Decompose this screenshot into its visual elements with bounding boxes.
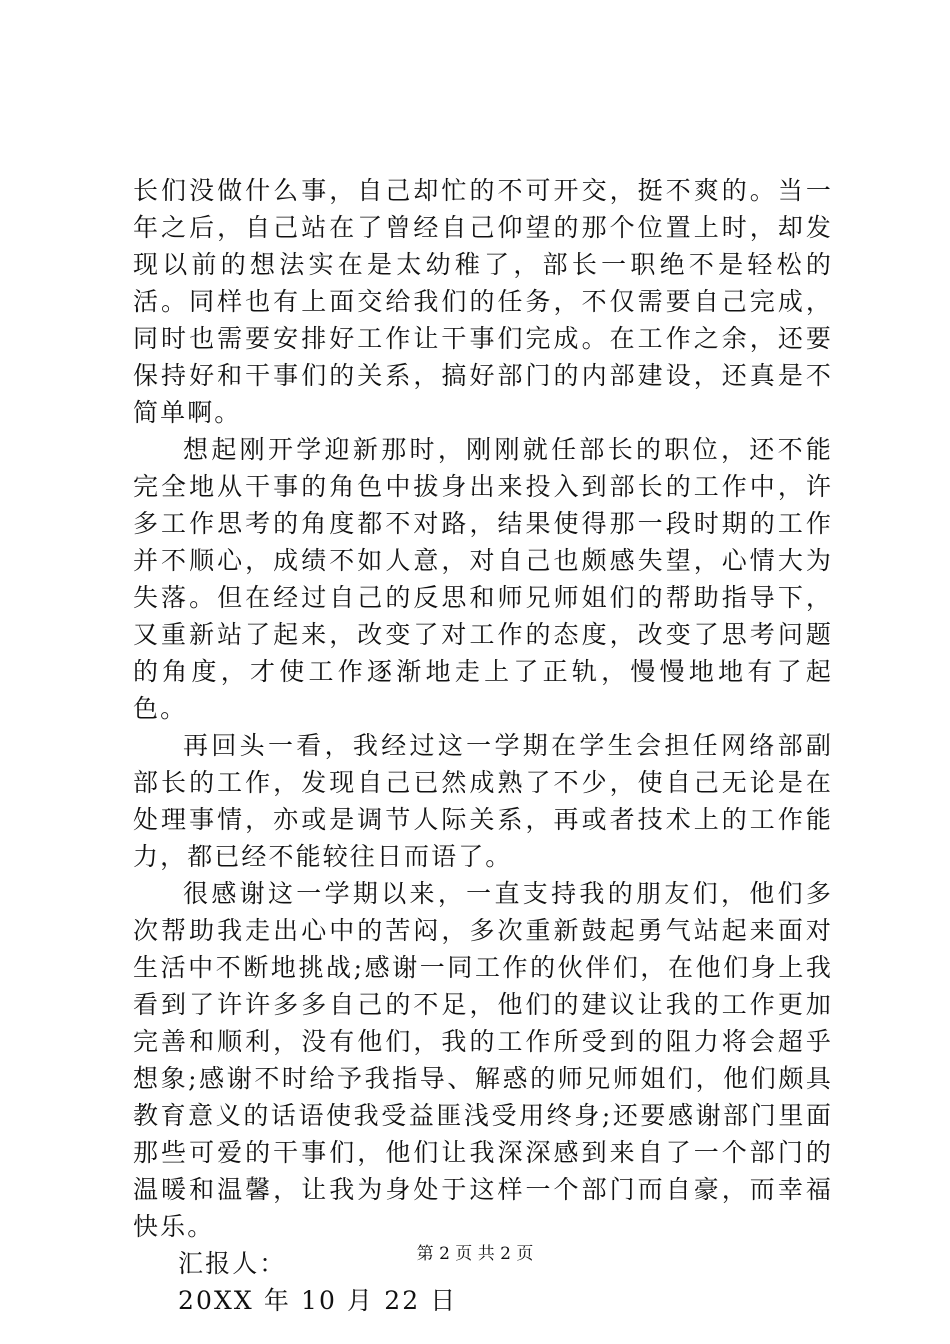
paragraph-2: 想起刚开学迎新那时，刚刚就任部长的职位，还不能完全地从干事的角色中拔身出来投入到部长的工作中，许多工作思考的角度都不对路，结果使得那一段时期的工作并不顺心，成绩不如人意，对自己也颇感失望，心情大为失落。但在经过自己的反思和师兄师姐们的帮助指导下，又重新站了起来，改变了对工作的态度，改变了思考问题的角度，才使工作逐渐地走上了正轨，慢慢地地有了起色。: [133, 435, 833, 723]
reporter-label: 汇报人：: [178, 1249, 287, 1278]
page-number-footer: 第 2 页 共 2 页: [416, 1244, 534, 1264]
paragraph-1: 长们没做什么事，自己却忙的不可开交，挺不爽的。当一年之后，自己站在了曾经自己仰望的那个位置上时，却发现以前的想法实在是太幼稚了，部长一职绝不是轻松的活。同样也有上面交给我们的任务，不仅需要自己完成，同时也需要安排好工作让干事们完成。在工作之余，还要保持好和干事们的关系，搞好部门的内部建设，还真是不简单啊。: [133, 176, 833, 427]
document-body: [133, 172, 833, 1319]
paragraph-4: 很感谢这一学期以来，一直支持我的朋友们，他们多次帮助我走出心中的苦闷，多次重新鼓起勇气站起来面对生活中不断地挑战;感谢一同工作的伙伴们，在他们身上我看到了许许多多自己的不足，他们的建议让我的工作更加完善和顺利，没有他们，我的工作所受到的阻力将会超乎想象;感谢不时给予我指导、解惑的师兄师姐们，他们颇具教育意义的话语使我受益匪浅受用终身;还要感谢部门里面那些可爱的干事们，他们让我深深感到来自了一个部门的温暖和温馨，让我为身处于这样一个部门而自豪，而幸福快乐。: [133, 879, 833, 1241]
report-date: 20XX 年 10 月 22 日: [178, 1286, 458, 1315]
paragraph-3: 再回头一看，我经过这一学期在学生会担任网络部副部长的工作，发现自己已然成熟了不少，使自己无论是在处理事情，亦或是调节人际关系，再或者技术上的工作能力，都已经不能较往日而语了。: [133, 731, 833, 871]
